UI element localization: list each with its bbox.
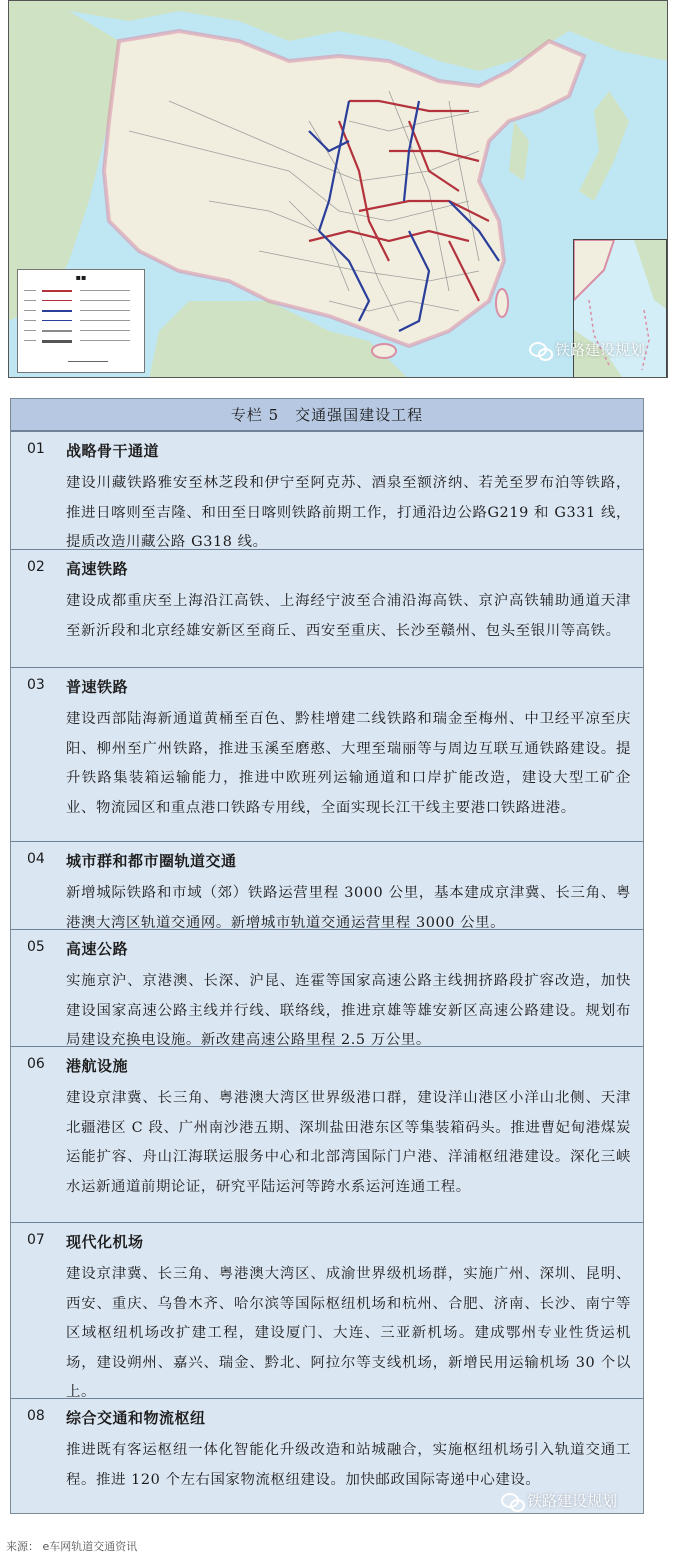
map-watermark xyxy=(529,339,645,360)
section-title: 高速铁路 xyxy=(66,560,129,578)
map-watermark-text: 铁路建设规划 xyxy=(554,341,645,359)
section-number: 04 xyxy=(27,851,45,867)
section-body: 建设京津冀、长三角、粤港澳大湾区世界级港口群，建设洋山港区小洋山北侧、天津北疆港区 C 段、广州南沙港五期、深圳盐田港东区等集装箱码头。推进曹妃甸港煤炭运能扩容、舟山江海联运服务中心和北部湾国际门户港、洋浦枢纽港建设。深化三峡水运新通道前期论证，研究平陆运河等跨水系运河连通工程。 xyxy=(66,1090,631,1195)
section-03 xyxy=(11,667,643,841)
section-number: 05 xyxy=(27,939,45,955)
section-07 xyxy=(11,1222,643,1398)
table-watermark xyxy=(501,1490,617,1511)
section-body: 建设成都重庆至上海沿江高铁、上海经宁波至合浦沿海高铁、京沪高铁辅助通道天津至新沂段和北京经雄安新区至商丘、西安至重庆、长沙至赣州、包头至银川等高铁。 xyxy=(66,593,631,639)
map-scale xyxy=(68,361,108,362)
section-title: 普速铁路 xyxy=(66,678,129,696)
project-table xyxy=(10,398,644,1514)
section-title: 综合交通和物流枢纽 xyxy=(66,1409,206,1427)
section-06 xyxy=(11,1046,643,1222)
section-body: 建设西部陆海新通道黄桶至百色、黔桂增建二线铁路和瑞金至梅州、中卫经平凉至庆阳、柳州至广州铁路，推进玉溪至磨憨、大理至瑞丽等与周边互联互通铁路建设。提升铁路集装箱运输能力，推进中欧班列运输通道和口岸扩能改造，建设大型工矿企业、物流园区和重点港口铁路专用线，全面实现长江干线主要港口铁路进港。 xyxy=(66,711,631,816)
legend-title: ▪▪ xyxy=(75,273,87,282)
section-number: 01 xyxy=(27,441,45,457)
section-01 xyxy=(11,431,643,549)
section-05 xyxy=(11,929,643,1046)
taiwan-island xyxy=(496,289,508,317)
table-watermark-text: 铁路建设规划 xyxy=(527,1492,618,1510)
section-number: 06 xyxy=(27,1056,45,1072)
map-legend xyxy=(17,269,145,373)
section-title: 高速公路 xyxy=(66,940,129,958)
section-body: 建设川藏铁路雅安至林芝段和伊宁至阿克苏、酒泉至额济纳、若羌至罗布泊等铁路，推进日喀则至吉隆、和田至日喀则铁路前期工作，打通沿边公路G219 和 G331 线，提质改造川藏公路 G318 线。 xyxy=(66,475,631,550)
railway-map xyxy=(8,0,668,378)
section-body: 推进既有客运枢纽一体化智能化升级改造和站城融合，实施枢纽机场引入轨道交通工程。推进 120 个左右国家物流枢纽建设。加快邮政国际寄递中心建设。 xyxy=(66,1442,631,1488)
source-credit: 来源： e车网轨道交通资讯 xyxy=(6,1540,138,1553)
legend-row xyxy=(24,338,138,344)
wechat-icon xyxy=(529,342,551,358)
legend-row xyxy=(24,318,138,324)
section-number: 02 xyxy=(27,559,45,575)
section-02 xyxy=(11,549,643,667)
legend-row xyxy=(24,308,138,314)
section-body: 建设京津冀、长三角、粤港澳大湾区、成渝世界级机场群，实施广州、深圳、昆明、西安、重庆、乌鲁木齐、哈尔滨等国际枢纽机场和杭州、合肥、济南、长沙、南宁等区域枢纽机场改扩建工程，建设厦门、大连、三亚新机场。建成鄂州专业性货运机场，建设朔州、嘉兴、瑞金、黔北、阿拉尔等支线机场，新增民用运输机场 30 个以上。 xyxy=(66,1266,631,1400)
section-body: 新增城际铁路和市域（郊）铁路运营里程 3000 公里，基本建成京津冀、长三角、粤港澳大湾区轨道交通网。新增城市轨道交通运营里程 3000 公里。 xyxy=(66,885,631,931)
section-number: 08 xyxy=(27,1408,45,1424)
legend-row xyxy=(24,328,138,334)
legend-row xyxy=(24,288,138,294)
section-04 xyxy=(11,841,643,929)
table-title: 专栏 5 交通强国建设工程 xyxy=(11,399,643,431)
hainan-island xyxy=(372,344,396,358)
section-title: 战略骨干通道 xyxy=(66,442,160,460)
section-number: 03 xyxy=(27,677,45,693)
section-body: 实施京沪、京港澳、长深、沪昆、连霍等国家高速公路主线拥挤路段扩容改造，加快建设国家高速公路主线并行线、联络线，推进京雄等雄安新区高速公路建设。规划布局建设充换电设施。新改建高速公路里程 2.5 万公里。 xyxy=(66,973,631,1048)
wechat-icon xyxy=(501,1493,523,1509)
section-title: 港航设施 xyxy=(66,1057,129,1075)
legend-row xyxy=(24,298,138,304)
section-title: 现代化机场 xyxy=(66,1233,144,1251)
section-number: 07 xyxy=(27,1232,45,1248)
section-title: 城市群和都市圈轨道交通 xyxy=(66,852,237,870)
